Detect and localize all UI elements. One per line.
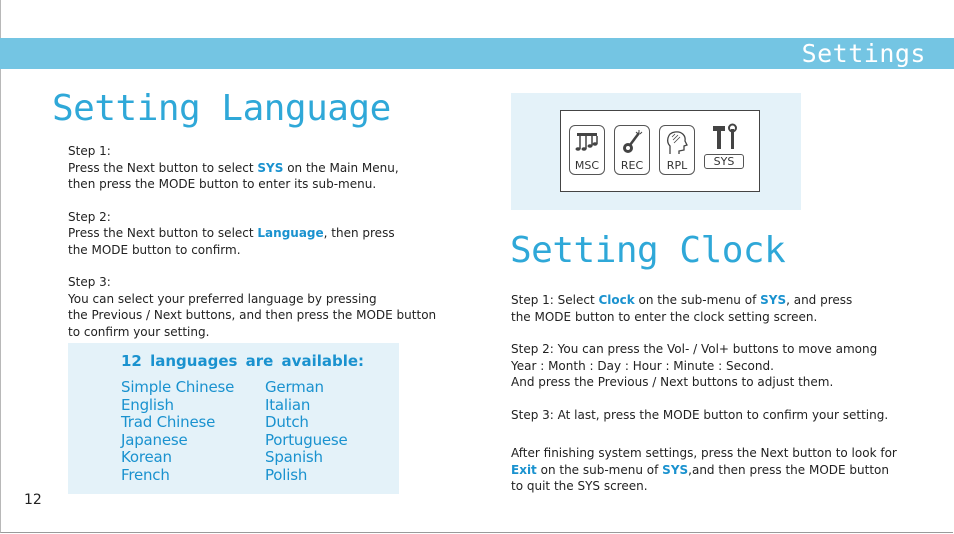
microphone-icon bbox=[619, 129, 645, 157]
text: Press the Next button to select bbox=[68, 226, 258, 240]
setting-clock-title: Setting Clock bbox=[510, 230, 786, 271]
language-item: Simple Chinese bbox=[121, 378, 235, 396]
rpl-label: RPL bbox=[666, 159, 688, 172]
lang-step1-heading: Step 1: bbox=[68, 144, 111, 158]
replay-menu-icon bbox=[659, 125, 695, 175]
sys-label: SYS bbox=[704, 154, 744, 169]
setting-language-title: Setting Language bbox=[52, 88, 391, 129]
head-profile-icon bbox=[664, 129, 690, 157]
lang-step3-line2: the Previous / Next buttons, and then press the MODE button bbox=[68, 308, 437, 322]
text: , then press bbox=[323, 226, 395, 240]
languages-box-title: 12 languages are available: bbox=[121, 352, 365, 370]
page-number: 12 bbox=[24, 492, 42, 508]
lang-step1-line2: then press the MODE button to enter its sub-menu. bbox=[68, 177, 377, 191]
lang-step3-line3: to confirm your setting. bbox=[68, 324, 210, 339]
languages-column-2 bbox=[265, 379, 348, 485]
clock-step2-line3: And press the Previous / Next buttons to adjust them. bbox=[511, 375, 834, 389]
language-item: Trad Chinese bbox=[121, 413, 216, 432]
music-menu-icon bbox=[569, 125, 605, 175]
text: on the sub-menu of bbox=[634, 293, 761, 307]
language-item: Italian bbox=[265, 395, 311, 414]
language-item: German bbox=[265, 378, 324, 396]
clock-step1-line2: the MODE button to enter the clock setting screen. bbox=[511, 309, 818, 324]
languages-column-1 bbox=[121, 379, 234, 485]
language-item: Japanese bbox=[121, 430, 188, 449]
lang-step3-heading: Step 3: bbox=[68, 275, 111, 289]
menu-icon-panel bbox=[511, 93, 801, 210]
clock-after-line1: After finishing system settings, press the Next button to look for bbox=[511, 446, 897, 460]
msc-label: MSC bbox=[574, 159, 600, 172]
lang-step2-line2: the MODE button to confirm. bbox=[68, 242, 241, 257]
text: Step 1: Select bbox=[511, 293, 599, 307]
text: on the sub-menu of bbox=[536, 462, 663, 477]
clock-step3-line1: Step 3: At last, press the MODE button to confirm your setting. bbox=[511, 407, 889, 422]
text: Press the Next button to select bbox=[68, 160, 258, 175]
languages-box bbox=[68, 343, 399, 494]
lang-step2-heading: Step 2: bbox=[68, 209, 111, 224]
lang-step3-line1: You can select your preferred language by pressing bbox=[68, 291, 377, 306]
lang-step2-line1 bbox=[68, 225, 468, 242]
system-menu-icon bbox=[707, 123, 741, 169]
highlight-sys: SYS bbox=[760, 293, 787, 307]
language-item: French bbox=[121, 465, 170, 484]
text: , and press bbox=[786, 293, 853, 307]
clock-steps bbox=[511, 292, 931, 495]
highlight-sys: SYS bbox=[662, 462, 689, 477]
music-notes-icon bbox=[574, 129, 600, 157]
language-item: Dutch bbox=[265, 413, 309, 432]
highlight-clock: Clock bbox=[598, 293, 635, 307]
clock-step2-line1: Step 2: You can press the Vol- / Vol+ buttons to move among bbox=[511, 342, 878, 356]
main-menu-strip bbox=[560, 110, 760, 192]
clock-step2-line2: Year : Month : Day : Hour : Minute : Second. bbox=[511, 358, 774, 373]
language-item: Portuguese bbox=[265, 430, 348, 449]
lang-step1-line1 bbox=[68, 160, 468, 177]
rec-label: REC bbox=[620, 159, 644, 172]
clock-after-line2 bbox=[511, 462, 931, 479]
highlight-sys: SYS bbox=[257, 160, 284, 175]
text: on the Main Menu, bbox=[283, 160, 399, 175]
language-steps bbox=[68, 143, 468, 340]
tools-icon bbox=[707, 123, 741, 153]
highlight-language: Language bbox=[257, 226, 324, 240]
record-menu-icon bbox=[614, 125, 650, 175]
header-bar bbox=[0, 38, 954, 69]
language-item: English bbox=[121, 395, 174, 414]
language-item: Korean bbox=[121, 448, 172, 467]
header-title: Settings bbox=[801, 39, 926, 68]
language-item: Spanish bbox=[265, 448, 323, 467]
text: ,and then press the MODE button bbox=[688, 462, 889, 477]
clock-after-line3: to quit the SYS screen. bbox=[511, 479, 648, 493]
language-item: Polish bbox=[265, 465, 308, 484]
clock-step1-line1 bbox=[511, 292, 931, 309]
highlight-exit: Exit bbox=[511, 462, 537, 477]
